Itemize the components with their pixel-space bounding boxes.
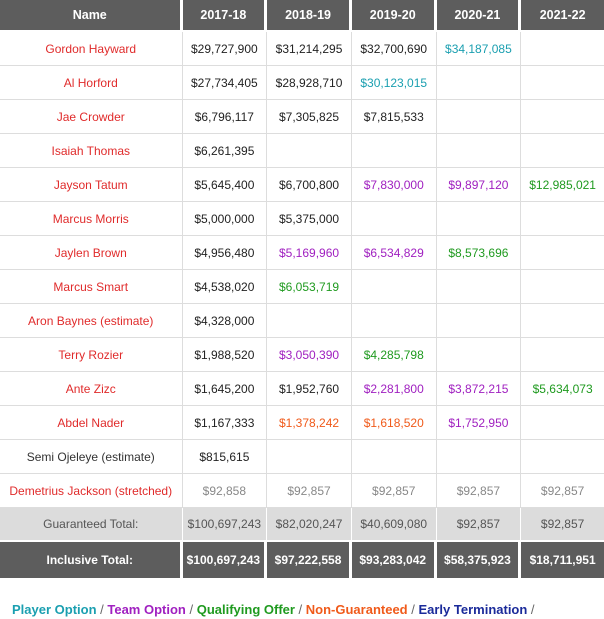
table-row (0, 32, 604, 66)
inclusive-total-row (0, 542, 604, 578)
inclusive-total-value: $18,711,951 (521, 542, 604, 578)
salary-cell: $4,285,798 (352, 338, 437, 372)
salary-cell (521, 236, 604, 270)
salary-cell: $5,000,000 (183, 202, 268, 236)
table-header (0, 0, 604, 32)
legend-item-team-option: Team Option (107, 602, 186, 617)
salary-cell: $3,872,215 (437, 372, 522, 406)
salary-cell: $6,796,117 (183, 100, 268, 134)
salary-cell: $6,261,395 (183, 134, 268, 168)
salary-cell (521, 202, 604, 236)
guaranteed-total-row (0, 508, 604, 542)
salary-cell: $7,830,000 (352, 168, 437, 202)
salary-cell (267, 304, 352, 338)
salary-cell: $92,857 (352, 474, 437, 508)
player-name: Marcus Smart (0, 270, 183, 304)
guaranteed-total-value: $40,609,080 (352, 508, 437, 542)
salary-cell (521, 338, 604, 372)
table-row (0, 474, 604, 508)
player-name: Jaylen Brown (0, 236, 183, 270)
table-row (0, 100, 604, 134)
player-name: Marcus Morris (0, 202, 183, 236)
salary-cell: $32,700,690 (352, 32, 437, 66)
column-header-2017-18: 2017-18 (183, 0, 268, 32)
column-header-2021-22: 2021-22 (521, 0, 604, 32)
player-name: Ante Zizc (0, 372, 183, 406)
salary-cell: $92,858 (183, 474, 268, 508)
salary-cell: $1,952,760 (267, 372, 352, 406)
salary-cell (437, 66, 522, 100)
salary-cell: $31,214,295 (267, 32, 352, 66)
table-row (0, 134, 604, 168)
salary-cell (352, 270, 437, 304)
legend-item-player-option: Player Option (12, 602, 97, 617)
guaranteed-total-value: $82,020,247 (267, 508, 352, 542)
legend-separator: / (407, 602, 419, 617)
salary-cell (521, 304, 604, 338)
salary-cell (521, 270, 604, 304)
salary-cell: $4,538,020 (183, 270, 268, 304)
salary-cell: $34,187,085 (437, 32, 522, 66)
salary-cell: $1,752,950 (437, 406, 522, 440)
salary-cell: $815,615 (183, 440, 268, 474)
salary-cell: $92,857 (267, 474, 352, 508)
salary-cell: $2,281,800 (352, 372, 437, 406)
player-name: Isaiah Thomas (0, 134, 183, 168)
inclusive-total-value: $100,697,243 (183, 542, 268, 578)
salary-cell (521, 32, 604, 66)
legend-separator: / (185, 602, 197, 617)
player-name: Semi Ojeleye (estimate) (0, 440, 183, 474)
salary-cell: $3,050,390 (267, 338, 352, 372)
salary-cell (352, 134, 437, 168)
table-row (0, 440, 604, 474)
salary-cell (521, 134, 604, 168)
salary-cell (437, 304, 522, 338)
salary-cell (267, 440, 352, 474)
legend-separator: / (294, 602, 306, 617)
salary-cell: $4,328,000 (183, 304, 268, 338)
table-row (0, 236, 604, 270)
table-row (0, 202, 604, 236)
salary-cell (437, 202, 522, 236)
salary-cell: $1,988,520 (183, 338, 268, 372)
salary-cell (437, 270, 522, 304)
table-row (0, 270, 604, 304)
player-name: Al Horford (0, 66, 183, 100)
table-row (0, 66, 604, 100)
guaranteed-total-value: $100,697,243 (183, 508, 268, 542)
guaranteed-total-value: $92,857 (437, 508, 522, 542)
salary-cell: $6,534,829 (352, 236, 437, 270)
guaranteed-total-value: $92,857 (521, 508, 604, 542)
salary-cell: $29,727,900 (183, 32, 268, 66)
inclusive-total-label: Inclusive Total: (0, 542, 183, 578)
salary-cell (521, 440, 604, 474)
salary-cell (521, 100, 604, 134)
salary-cell (437, 440, 522, 474)
contract-legend (0, 602, 604, 617)
salary-cell: $7,305,825 (267, 100, 352, 134)
inclusive-total-value: $58,375,923 (437, 542, 522, 578)
salary-cell (437, 134, 522, 168)
column-header-name: Name (0, 0, 183, 32)
salary-cell: $5,169,960 (267, 236, 352, 270)
column-header-2019-20: 2019-20 (352, 0, 437, 32)
player-name: Jayson Tatum (0, 168, 183, 202)
legend-separator: / (527, 602, 535, 617)
salary-cell: $9,897,120 (437, 168, 522, 202)
salary-cell (352, 304, 437, 338)
salary-cell: $6,700,800 (267, 168, 352, 202)
column-header-2020-21: 2020-21 (437, 0, 522, 32)
player-name: Terry Rozier (0, 338, 183, 372)
salary-cell: $30,123,015 (352, 66, 437, 100)
salary-cell (352, 440, 437, 474)
table-row (0, 338, 604, 372)
salary-cell: $5,634,073 (521, 372, 604, 406)
player-name: Jae Crowder (0, 100, 183, 134)
player-name: Abdel Nader (0, 406, 183, 440)
salary-cell: $1,378,242 (267, 406, 352, 440)
table-row (0, 372, 604, 406)
salary-cell: $12,985,021 (521, 168, 604, 202)
salary-cell: $92,857 (437, 474, 522, 508)
salary-cell: $5,375,000 (267, 202, 352, 236)
table-row (0, 168, 604, 202)
salary-cell: $1,167,333 (183, 406, 268, 440)
player-name: Demetrius Jackson (stretched) (0, 474, 183, 508)
table-body (0, 32, 604, 578)
column-header-2018-19: 2018-19 (267, 0, 352, 32)
salary-cell (267, 134, 352, 168)
table-row (0, 406, 604, 440)
salary-cell: $1,618,520 (352, 406, 437, 440)
salary-cell (437, 338, 522, 372)
player-name: Aron Baynes (estimate) (0, 304, 183, 338)
salary-cell: $5,645,400 (183, 168, 268, 202)
guaranteed-total-label: Guaranteed Total: (0, 508, 183, 542)
salary-cell: $8,573,696 (437, 236, 522, 270)
inclusive-total-value: $97,222,558 (267, 542, 352, 578)
legend-separator: / (96, 602, 108, 617)
legend-item-qualifying-offer: Qualifying Offer (196, 602, 295, 617)
salary-cell: $7,815,533 (352, 100, 437, 134)
table-row (0, 304, 604, 338)
salary-cell: $6,053,719 (267, 270, 352, 304)
inclusive-total-value: $93,283,042 (352, 542, 437, 578)
salary-cell (521, 66, 604, 100)
salary-cell (352, 202, 437, 236)
legend-item-early-termination: Early Termination (418, 602, 528, 617)
player-name: Gordon Hayward (0, 32, 183, 66)
salary-cell: $1,645,200 (183, 372, 268, 406)
salary-cell (437, 100, 522, 134)
salary-cell: $92,857 (521, 474, 604, 508)
salary-cell (521, 406, 604, 440)
legend-item-non-guaranteed: Non-Guaranteed (305, 602, 408, 617)
salary-cell: $27,734,405 (183, 66, 268, 100)
salary-cell: $4,956,480 (183, 236, 268, 270)
salary-cell: $28,928,710 (267, 66, 352, 100)
header-row (0, 0, 604, 32)
